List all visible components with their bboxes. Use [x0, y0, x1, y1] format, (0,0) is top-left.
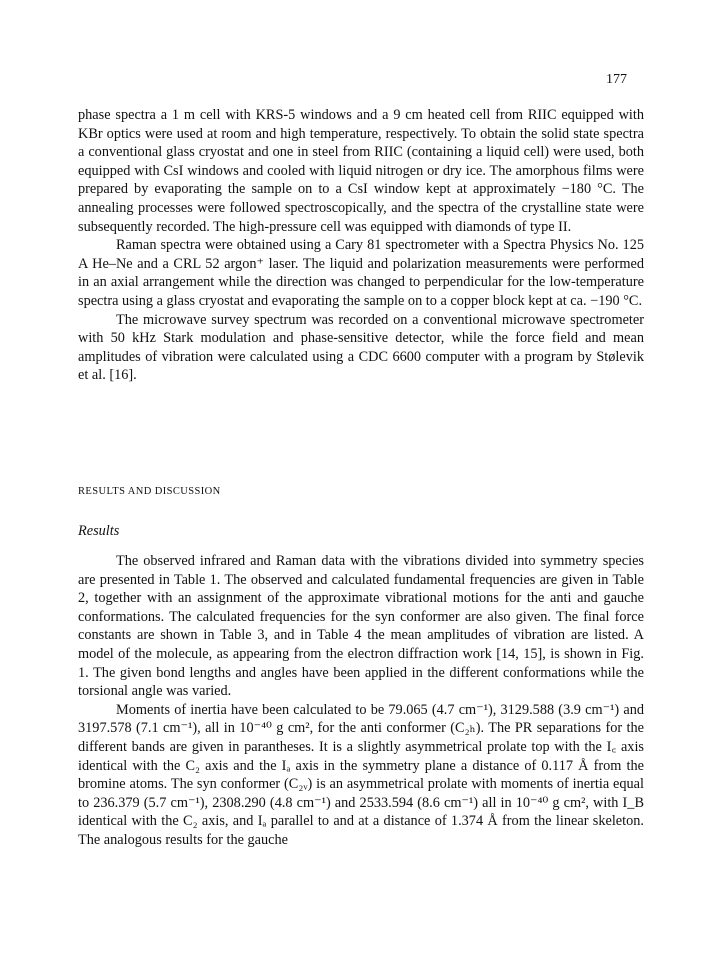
subheading: Results: [78, 523, 120, 539]
methods-text: [78, 106, 644, 385]
section-heading: RESULTS AND DISCUSSION: [78, 486, 221, 497]
results-paragraph-2: Moments of inertia have been calculated to be 79.065 (4.7 cm⁻¹), 3129.588 (3.9 cm⁻¹) and 3197.578 (7.1 cm⁻¹), all in 10⁻⁴⁰ g cm², for the anti conformer (C₂ₕ). The PR separations for the different bands are given in parantheses. It is a slightly asymmetrical prolate top with the I꜀ axis identical with the C₂ axis and the Iₐ axis in the symmetry plane a distance of 0.117 Å from the bromine atoms. The syn conformer (C₂ᵥ) is an asymmetrical prolate with moments of inertia equal to 236.379 (5.7 cm⁻¹), 2308.290 (4.8 cm⁻¹) and 2533.594 (8.6 cm⁻¹) all in 10⁻⁴⁰ g cm², with I_B identical with the C₂ axis, and Iₐ parallel to and at a distance of 1.374 Å from the linear skeleton. The analogous results for the gauche: [78, 701, 644, 848]
methods-paragraph-1: phase spectra a 1 m cell with KRS-5 windows and a 9 cm heated cell from RIIC equipped with KBr optics were used at room and high temperature, respectively. To obtain the solid state spectra a conventional glass cryostat and one in steel from RIIC (containing a liquid cell) were used, both equipped with CsI windows and cooled with liquid nitrogen or dry ice. The amorphous films were prepared by evaporating the sample on to a CsI window kept at approximately −180 °C. The annealing processes were followed spectroscopically, and the spectra of the crystalline state were subsequently recorded. The high-pressure cell was equipped with diamonds of type II.: [78, 107, 644, 235]
results-text: [78, 552, 644, 850]
results-paragraph-1: The observed infrared and Raman data with the vibrations divided into symmetry species are presented in Table 1. The observed and calculated fundamental frequencies are given in Table 2, together with an assignment of the approximate vibrational motions for the anti and gauche conformations. The calculated frequencies for the syn conformer are also given. The final force constants are shown in Table 3, and in Table 4 the mean amplitudes of vibration are listed. A model of the molecule, as appearing from the electron diffraction work [14, 15], is shown in Fig. 1. The given bond lengths and angles have been applied in the different conformations while the torsional angle was varied.: [78, 553, 644, 700]
page-number: 177: [606, 72, 627, 87]
methods-paragraph-2: Raman spectra were obtained using a Cary 81 spectrometer with a Spectra Physics No. 125 A He–Ne and a CRL 52 argon⁺ laser. The liquid and polarization measurements were performed in an axial arrangement while the direction was changed to perpendicular for the low-temperature spectra using a glass cryostat and evaporating the sample on to a copper block kept at ca. −190 °C.: [78, 237, 644, 309]
methods-paragraph-3: The microwave survey spectrum was recorded on a conventional microwave spectrometer with 50 kHz Stark modulation and phase-sensitive detector, while the force field and mean amplitudes of vibration were calculated using a CDC 6600 computer with a program by Stølevik et al. [16].: [78, 311, 644, 384]
